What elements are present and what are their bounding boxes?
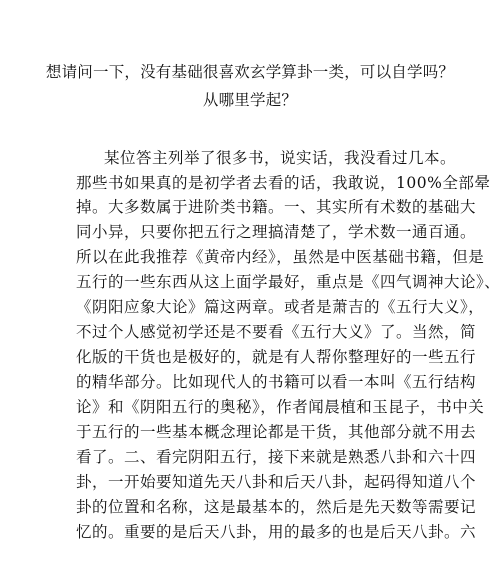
answer-line: 同小异，只要你把五行之理搞清楚了，学术数一通百通。 <box>76 223 477 241</box>
answer-line: 五行的一些东西从这上面学最好，重点是《四气调神大论》、 <box>76 273 500 291</box>
answer-line: 的精华部分。比如现代人的书籍可以看一本叫《五行结构 <box>76 373 477 391</box>
answer-line: 化版的干货也是极好的，就是有人帮你整理好的一些五行 <box>76 348 477 366</box>
answer-line: 《阴阳应象大论》篇这两章。或者是萧吉的《五行大义》， <box>76 298 485 316</box>
answer-line: 于五行的一些基本概念理论都是干货，其他部分就不用去 <box>76 423 477 441</box>
answer-line: 某位答主列举了很多书，说实话，我没看过几本。 <box>104 149 457 167</box>
answer-line: 不过个人感觉初学还是不要看《五行大义》了。当然，简 <box>76 323 477 341</box>
answer-line: 所以在此我推荐《黄帝内经》，虽然是中医基础书籍，但是 <box>76 248 485 266</box>
answer-line: 卦，一开始要知道先天八卦和后天八卦，起码得知道八个 <box>76 473 477 491</box>
answer-line: 论》和《阴阳五行的奥秘》，作者闻晨植和玉昆子，书中关 <box>76 398 485 416</box>
answer-line: 那些书如果真的是初学者去看的话，我敢说，100%全部晕 <box>76 174 491 192</box>
answer-line: 卦的位置和名称，这是最基本的，然后是先天数等需要记 <box>76 498 477 516</box>
answer-line: 忆的。重要的是后天八卦，用的最多的也是后天八卦。六 <box>76 523 477 541</box>
question-title-line-2: 从哪里学起？ <box>202 91 298 109</box>
answer-line: 掉。大多数属于进阶类书籍。一、其实所有术数的基础大 <box>76 198 477 216</box>
question-title-line-1: 想请问一下，没有基础很喜欢玄学算卦一类，可以自学吗？ <box>45 63 455 81</box>
answer-line: 看了。二、看完阴阳五行，接下来就是熟悉八卦和六十四 <box>76 448 477 466</box>
